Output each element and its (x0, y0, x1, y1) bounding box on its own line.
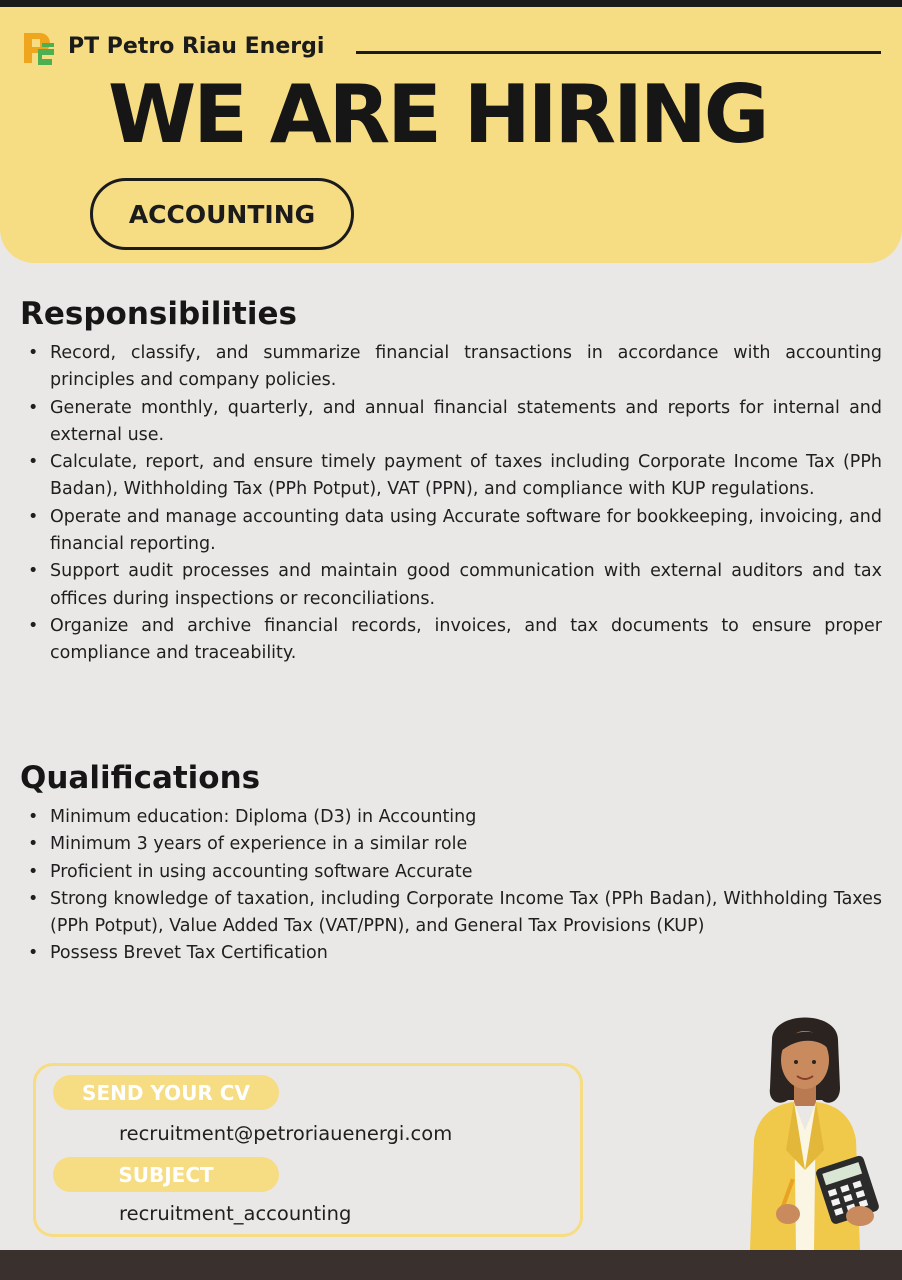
company-name: PT Petro Riau Energi (68, 34, 325, 59)
list-item: • Strong knowledge of taxation, including Corporate Income Tax (PPh Badan), Withholding Taxes (PPh Potput), Value Added Tax (VAT/PPN), and General Tax Provisions (KUP) (28, 886, 882, 941)
top-strip (0, 0, 902, 7)
position-badge: ACCOUNTING (90, 178, 354, 250)
list-item: • Minimum education: Diploma (D3) in Accounting (28, 804, 882, 831)
list-item: • Generate monthly, quarterly, and annual financial statements and reports for internal and external use. (28, 395, 882, 450)
woman-with-calculator-illustration (710, 1010, 900, 1250)
list-item: • Record, classify, and summarize financial transactions in accordance with accounting principles and company policies. (28, 340, 882, 395)
header-banner (0, 7, 902, 263)
responsibilities-title: Responsibilities (20, 296, 297, 332)
bottom-strip (0, 1250, 902, 1280)
list-item: • Possess Brevet Tax Certification (28, 940, 882, 967)
list-item: • Proficient in using accounting software Accurate (28, 859, 882, 886)
company-logo-icon (20, 29, 56, 67)
list-item: • Calculate, report, and ensure timely payment of taxes including Corporate Income Tax (PPh Badan), Withholding Tax (PPh Potput), VAT (PPN), and compliance with KUP regulations. (28, 449, 882, 504)
contact-email[interactable]: recruitment@petroriauenergi.com (119, 1122, 453, 1145)
qualifications-list (28, 804, 882, 968)
list-item: • Minimum 3 years of experience in a similar role (28, 831, 882, 858)
list-item: • Operate and manage accounting data using Accurate software for bookkeeping, invoicing, and financial reporting. (28, 504, 882, 559)
headline: WE ARE HIRING (108, 68, 767, 161)
responsibilities-list (28, 340, 882, 668)
subject-value: recruitment_accounting (119, 1202, 352, 1225)
header-divider (356, 51, 881, 54)
subject-label: SUBJECT (53, 1157, 279, 1192)
list-item: • Organize and archive financial records, invoices, and tax documents to ensure proper compliance and traceability. (28, 613, 882, 668)
send-cv-label: SEND YOUR CV (53, 1075, 279, 1110)
qualifications-title: Qualifications (20, 760, 261, 796)
list-item: • Support audit processes and maintain good communication with external auditors and tax offices during inspections or reconciliations. (28, 558, 882, 613)
